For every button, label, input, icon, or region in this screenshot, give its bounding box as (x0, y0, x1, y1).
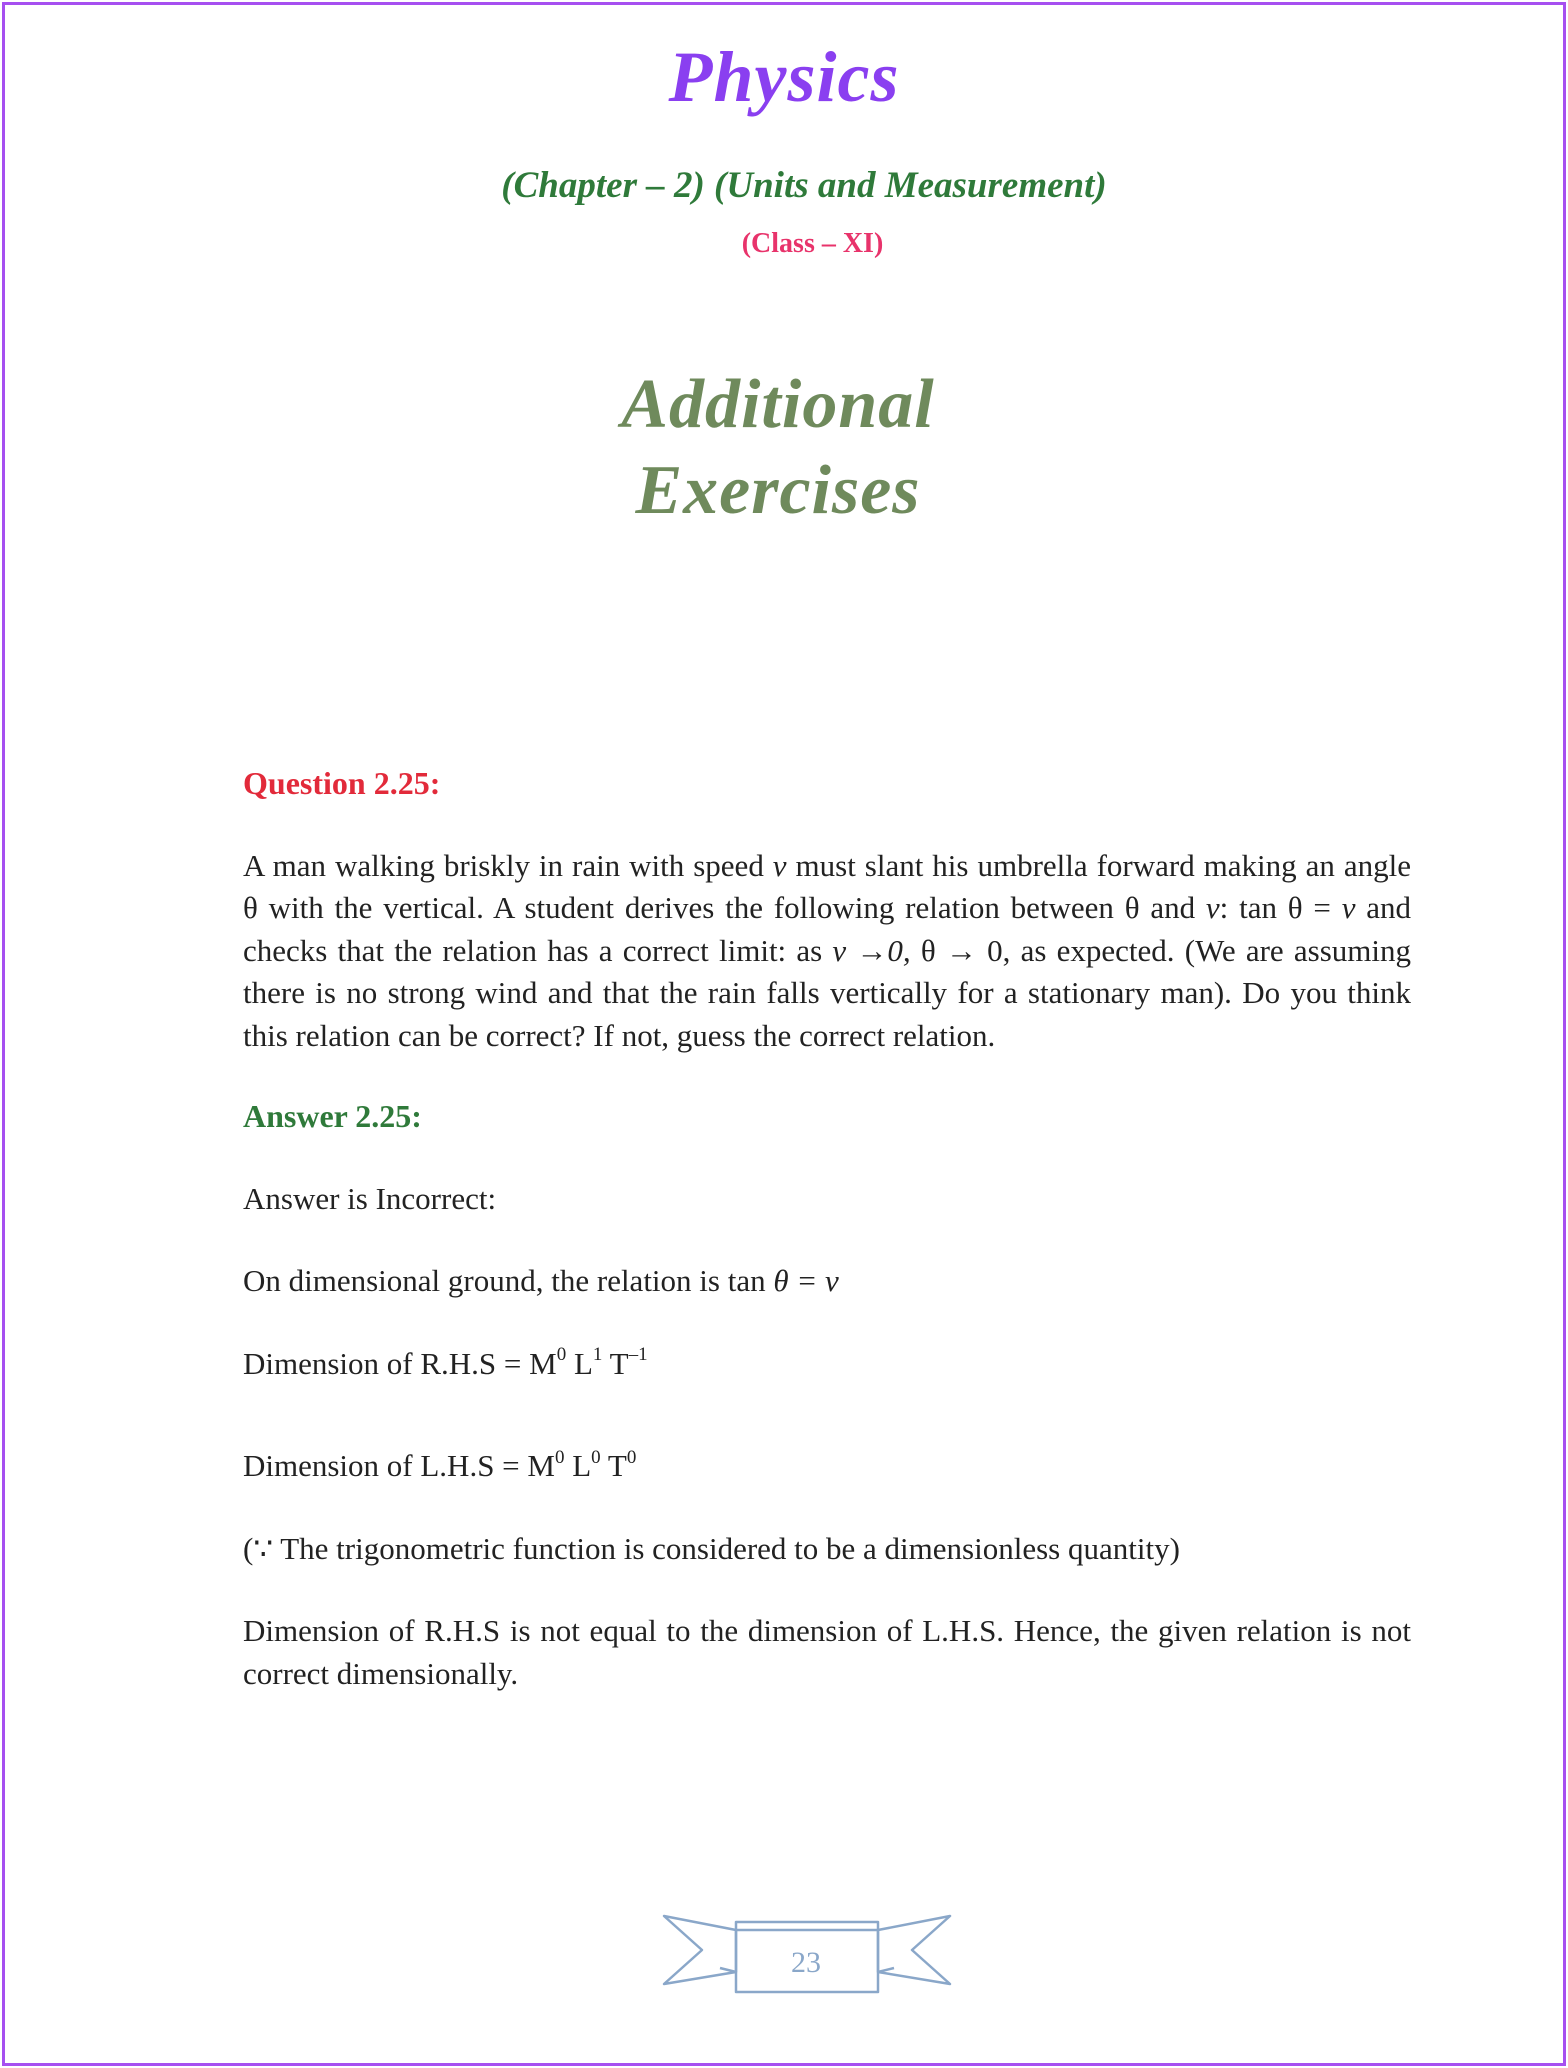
question-text (243, 845, 1411, 1058)
lhs-dimension (243, 1445, 1411, 1488)
rhs-l-exponent: 1 (592, 1344, 603, 1366)
variable-v: v (1205, 890, 1220, 925)
question-text-part: and checks that the relation has a correct limit: as (243, 890, 1412, 968)
lhs-t-exponent: 0 (626, 1446, 637, 1468)
page-title: Physics (668, 37, 900, 117)
question-text-part: must slant his umbrella forward making an angle θ with the vertical. A student derives the following relation between θ and (243, 847, 1411, 925)
question-label: Question 2.25: (243, 765, 441, 801)
dimensionless-note: (∵ The trigonometric function is considered to be a dimensionless quantity) (243, 1530, 1180, 1566)
lhs-m-exponent: 0 (554, 1446, 565, 1468)
answer-label: Answer 2.25: (243, 1098, 422, 1134)
answer-conclusion: Dimension of R.H.S is not equal to the dimension of L.H.S. Hence, the given relation is not correct dimensionally. (243, 1613, 1411, 1691)
rhs-dimension (243, 1343, 1411, 1386)
variable-v: v (1341, 890, 1356, 925)
section-heading (0, 362, 1556, 534)
section-heading-line-1: Additional (621, 366, 935, 443)
rhs-prefix: Dimension of R.H.S = M (243, 1345, 557, 1381)
question-text-part: : tan θ = (1219, 890, 1342, 925)
rhs-l: L (566, 1345, 593, 1381)
rhs-m-exponent: 0 (556, 1344, 567, 1366)
lhs-prefix: Dimension of L.H.S = M (243, 1448, 555, 1483)
lhs-t: T (600, 1448, 627, 1483)
rhs-t: T (602, 1345, 629, 1381)
question-text-part: θ → 0, as expected. (We are assuming there is no strong wind and that the rain falls vertically for a stationary man). Do you think this relation can be correct? If not, guess the correct relation. (243, 932, 1412, 1053)
variable-v: v (772, 847, 787, 883)
lhs-l: L (564, 1448, 592, 1483)
section-heading-line-2: Exercises (635, 452, 921, 529)
answer-line-relation (243, 1260, 1411, 1303)
lhs-l-exponent: 0 (591, 1446, 601, 1468)
main-content (243, 762, 1411, 1735)
variable-v-limit: v →0, (832, 932, 911, 968)
class-label: (Class – XI) (741, 228, 884, 259)
page-number: 23 (791, 1946, 821, 1979)
chapter-subtitle: (Chapter – 2) (Units and Measurement) (501, 165, 1107, 206)
relation-formula: θ = v (773, 1263, 839, 1298)
rhs-t-exponent: –1 (628, 1344, 648, 1366)
question-text-part: A man walking briskly in rain with speed (243, 847, 773, 883)
answer-line-incorrect: Answer is Incorrect: (243, 1180, 497, 1216)
relation-text: On dimensional ground, the relation is tan (243, 1263, 774, 1298)
